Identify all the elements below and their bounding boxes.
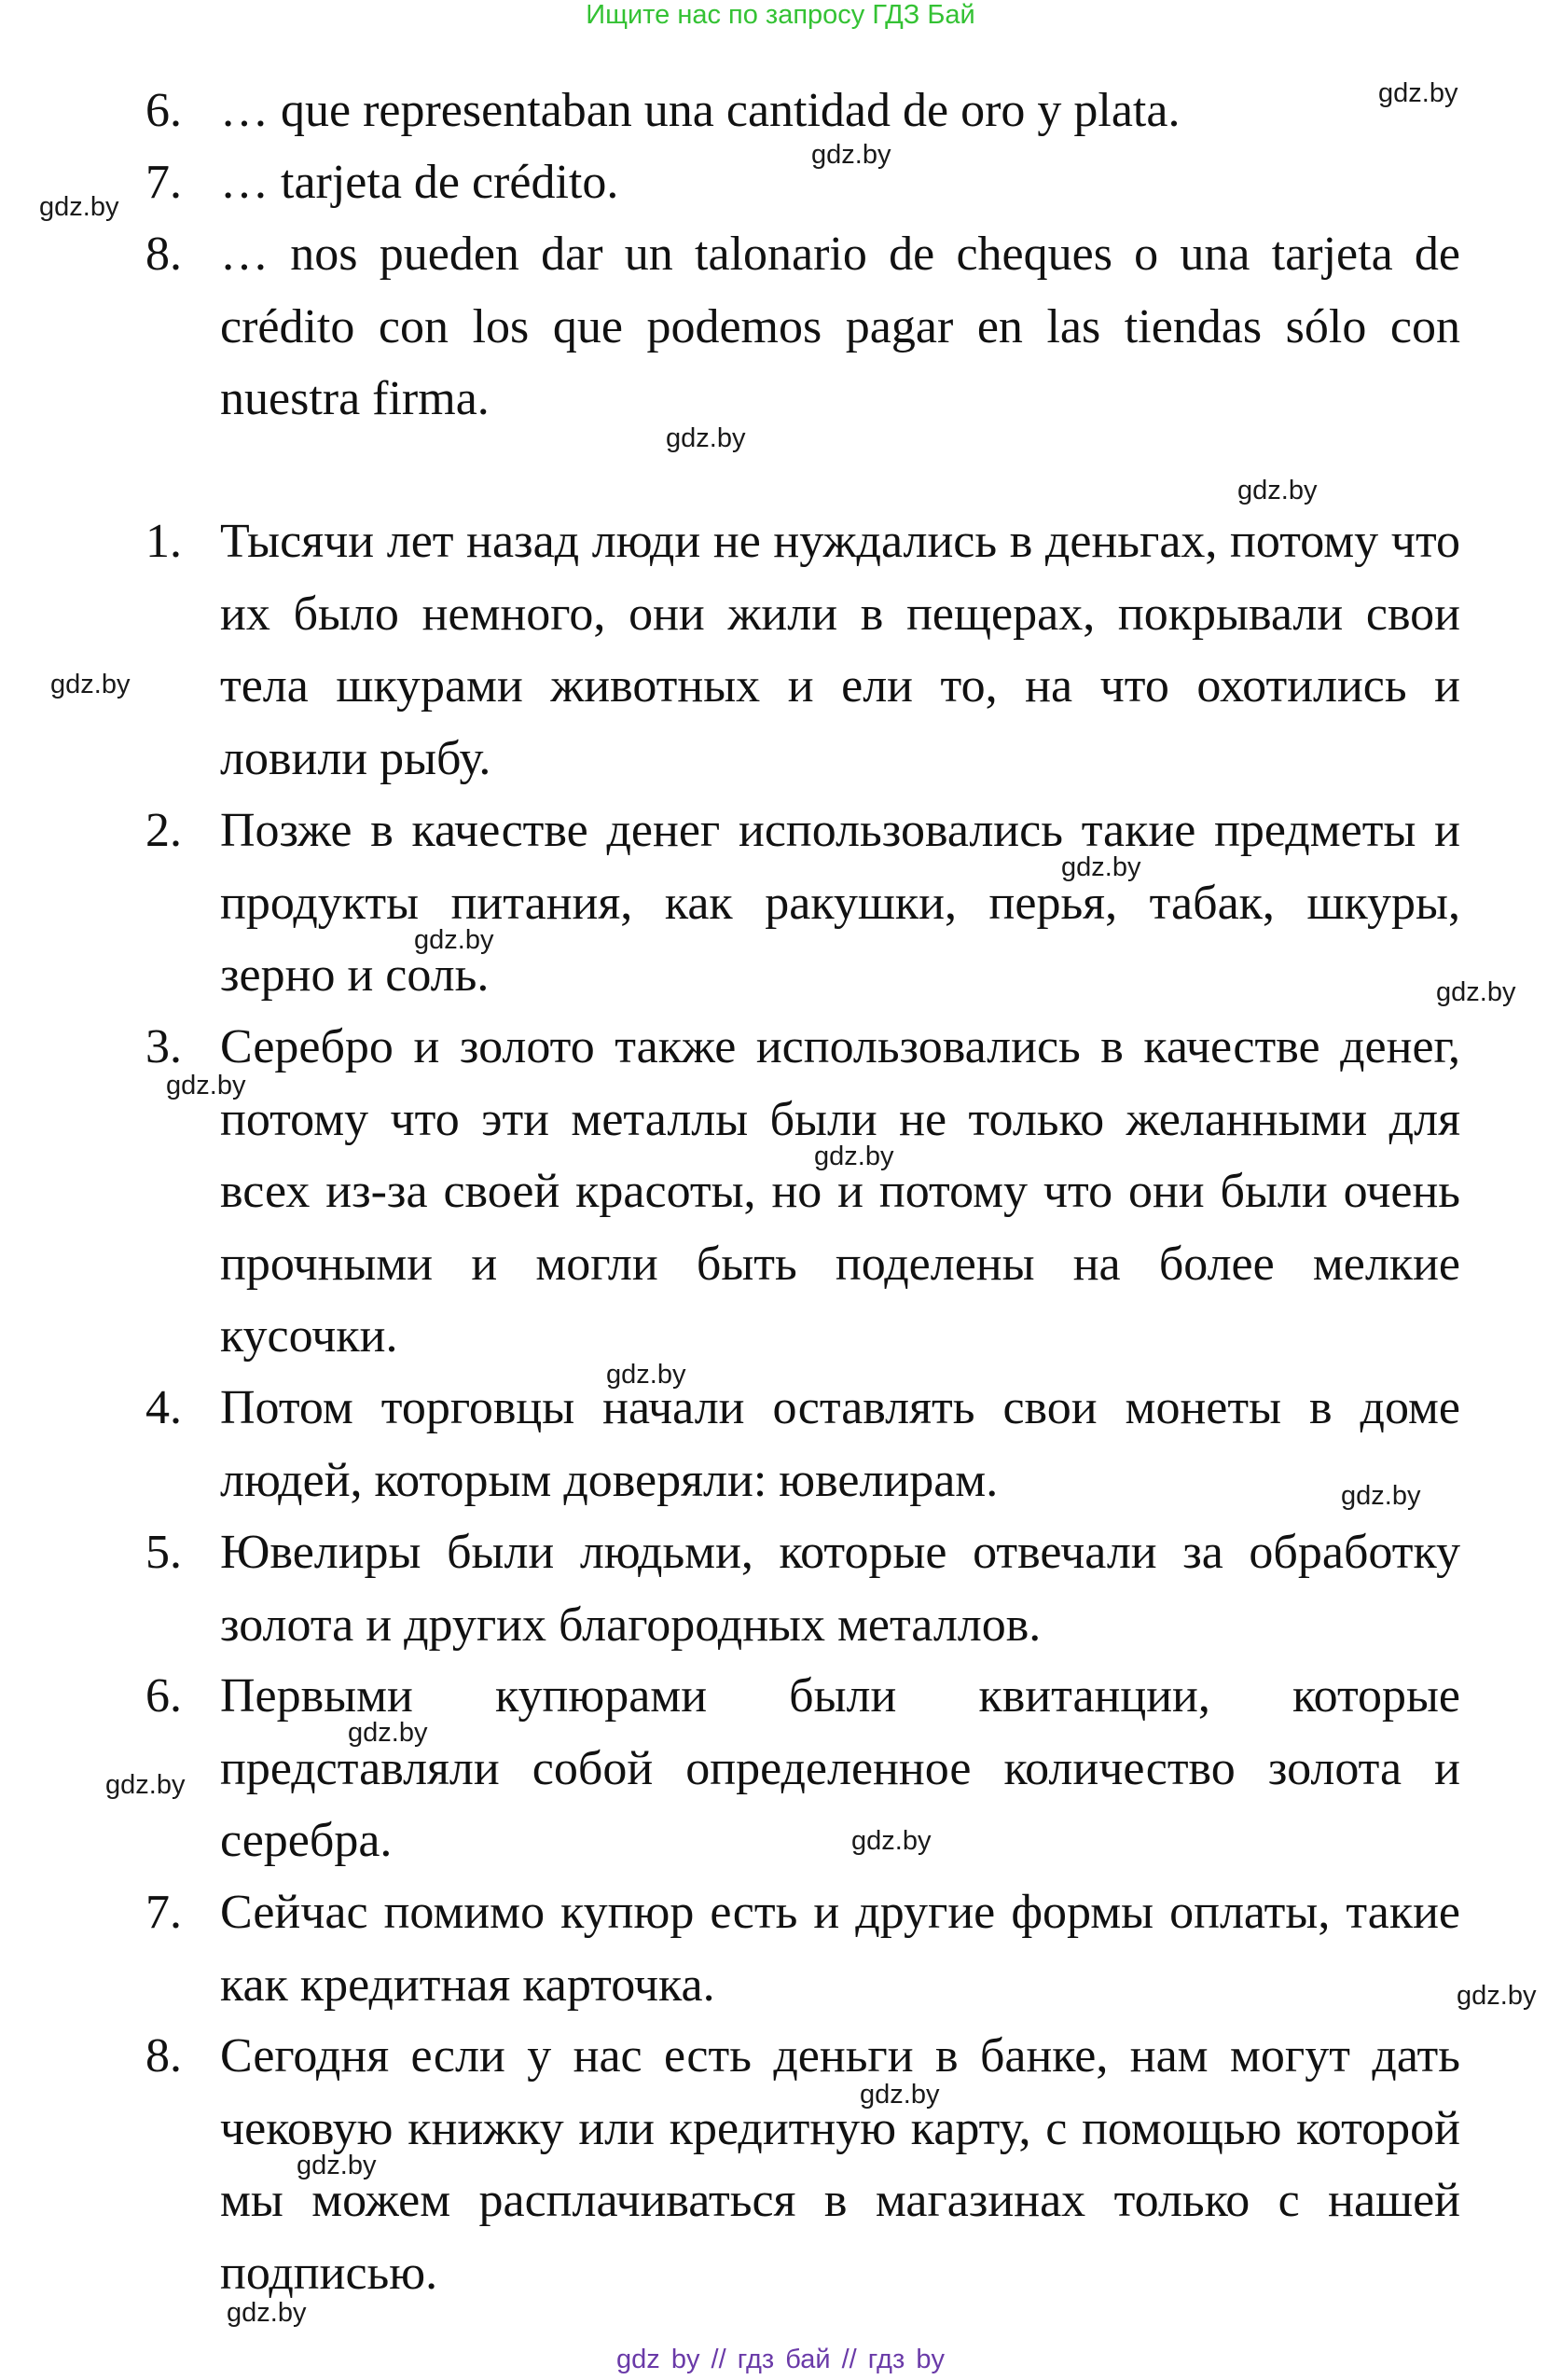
item-text: … que representaban una cantidad de oro y plata.	[220, 84, 1181, 137]
item-text: Серебро и золото также использовались в качестве денег, потому что эти металлы были не только желанными для всех из-за своей красоты, но и потому что они были очень прочными и могли быть поделены на более мелкие кусочки.	[220, 1020, 1460, 1363]
watermark: gdz.by	[811, 140, 891, 170]
item-number: 7.	[145, 156, 182, 209]
item-text: Сейчас помимо купюр есть и другие формы оплаты, такие как кредитная карточка.	[220, 1886, 1460, 2012]
watermark: gdz.by	[166, 1071, 246, 1100]
watermark: gdz.by	[50, 670, 131, 699]
item-number: 5.	[145, 1526, 182, 1579]
item-text: Сегодня если у нас есть деньги в банке, нам могут дать чековую книжку или кредитную карту, с помощью которой мы можем расплачиваться в магазинах только с нашей подписью.	[220, 2029, 1460, 2300]
item-number: 6.	[145, 1669, 182, 1723]
item-text: … nos pueden dar un talonario de cheques o una tarjeta de crédito con los que podemos pagar en las tiendas sólo con nuestra firma.	[220, 228, 1460, 425]
footer-links: gdz by // гдз бай // гдз by	[616, 2345, 945, 2374]
watermark: gdz.by	[348, 1718, 428, 1748]
watermark: gdz.by	[814, 1142, 894, 1171]
item-number: 2.	[145, 804, 182, 857]
item-number: 4.	[145, 1381, 182, 1434]
item-number: 8.	[145, 228, 182, 281]
item-number: 8.	[145, 2029, 182, 2082]
watermark: gdz.by	[105, 1770, 186, 1800]
watermark: gdz.by	[227, 2298, 307, 2328]
watermark: gdz.by	[297, 2151, 377, 2180]
item-number: 7.	[145, 1886, 182, 1939]
watermark: gdz.by	[860, 2080, 940, 2110]
watermark: gdz.by	[414, 925, 494, 955]
item-text: … tarjeta de crédito.	[220, 156, 619, 209]
watermark: gdz.by	[606, 1360, 686, 1390]
watermark: gdz.by	[39, 192, 119, 222]
item-number: 3.	[145, 1020, 182, 1073]
watermark: gdz.by	[1237, 476, 1318, 505]
item-text: Ювелиры были людьми, которые отвечали за обработку золота и других благородных металлов.	[220, 1526, 1460, 1652]
watermark: gdz.by	[1457, 1981, 1537, 2011]
item-number: 6.	[145, 84, 182, 137]
watermark: gdz.by	[1378, 78, 1458, 108]
item-text: Потом торговцы начали оставлять свои монеты в доме людей, которым доверяли: ювелирам.	[220, 1381, 1460, 1507]
item-number: 1.	[145, 515, 182, 568]
watermark: gdz.by	[1341, 1481, 1421, 1511]
item-text: Первыми купюрами были квитанции, которые представляли собой определенное количество золота и серебра.	[220, 1669, 1460, 1867]
top-banner: Ищите нас по запросу ГДЗ Бай	[586, 0, 975, 30]
item-text: Позже в качестве денег использовались такие предметы и продукты питания, как ракушки, перья, табак, шкуры, зерно и соль.	[220, 804, 1460, 1002]
watermark: gdz.by	[666, 423, 746, 453]
watermark: gdz.by	[1436, 977, 1516, 1007]
watermark: gdz.by	[851, 1826, 932, 1856]
item-text: Тысячи лет назад люди не нуждались в деньгах, потому что их было немного, они жили в пещерах, покрывали свои тела шкурами животных и ели то, на что охотились и ловили рыбу.	[220, 515, 1460, 785]
watermark: gdz.by	[1061, 852, 1141, 882]
